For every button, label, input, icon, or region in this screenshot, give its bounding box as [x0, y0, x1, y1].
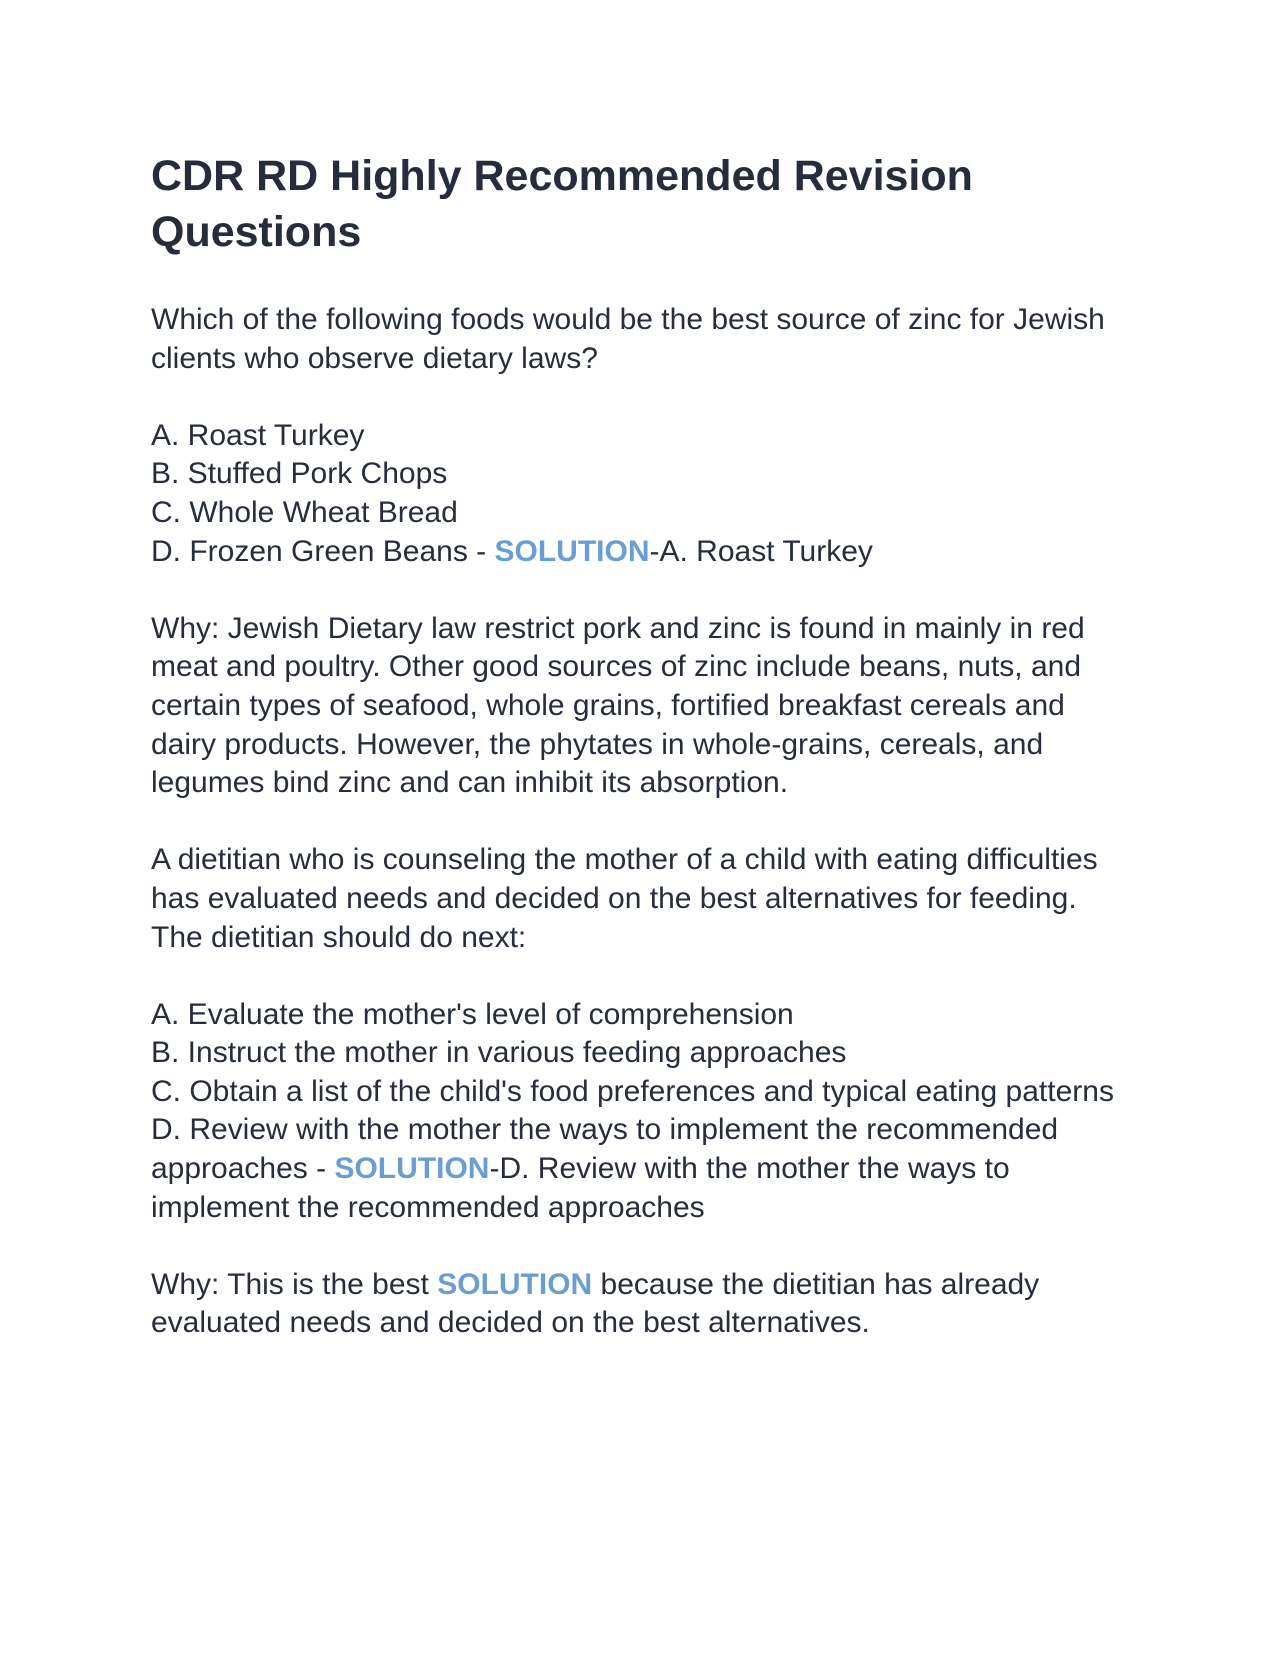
question-2-options: [151, 996, 1126, 1228]
option-a: A. Roast Turkey: [151, 418, 365, 452]
question-2: A dietitian who is counseling the mother of a child with eating difficulties has evaluated needs and decided on the best alternatives for feeding. The dietitian should do next:: [151, 843, 1098, 954]
explanation-2-end: because the dietitian has already evaluated needs and decided on the best alternatives.: [151, 1267, 1040, 1340]
option-d-text: D. Review with the mother the ways to implement the recommended approaches -: [151, 1113, 1059, 1186]
document-page: [151, 148, 1126, 1382]
answer-text: -D. Review with the mother the ways to implement the recommended approaches: [151, 1152, 1010, 1224]
option-c: C. Obtain a list of the child's food preferences and typical eating patterns: [151, 1074, 1114, 1108]
option-d-text: D. Frozen Green Beans -: [151, 534, 495, 568]
option-d: [151, 1111, 1126, 1227]
explanation-2-start: Why: This is the best: [151, 1267, 438, 1301]
page-title: CDR RD Highly Recommended Revision Questions: [151, 152, 973, 256]
solution-label: SOLUTION: [494, 534, 650, 568]
option-c: C. Whole Wheat Bread: [151, 495, 458, 529]
option-b: B. Stuffed Pork Chops: [151, 457, 448, 491]
option-a: A. Evaluate the mother's level of comprehension: [151, 997, 794, 1031]
answer-text: -A. Roast Turkey: [649, 534, 873, 568]
option-b: B. Instruct the mother in various feeding approaches: [151, 1036, 847, 1070]
option-d: [151, 533, 1126, 572]
solution-label: SOLUTION: [334, 1152, 490, 1186]
explanation-2: [151, 1266, 1126, 1343]
solution-label: SOLUTION: [437, 1267, 593, 1301]
question-1-options: [151, 417, 1126, 571]
question-1: Which of the following foods would be the best source of zinc for Jewish clients who observe dietary laws?: [151, 303, 1105, 375]
explanation-1: Why: Jewish Dietary law restrict pork and zinc is found in mainly in red meat and poultry. Other good sources of zinc include beans, nuts, and certain types of seafood, whole grains, fortified breakfast cereals and dairy products. However, the phytates in whole-grains, cereals, and legumes bind zinc and can inhibit its absorption.: [151, 611, 1085, 800]
